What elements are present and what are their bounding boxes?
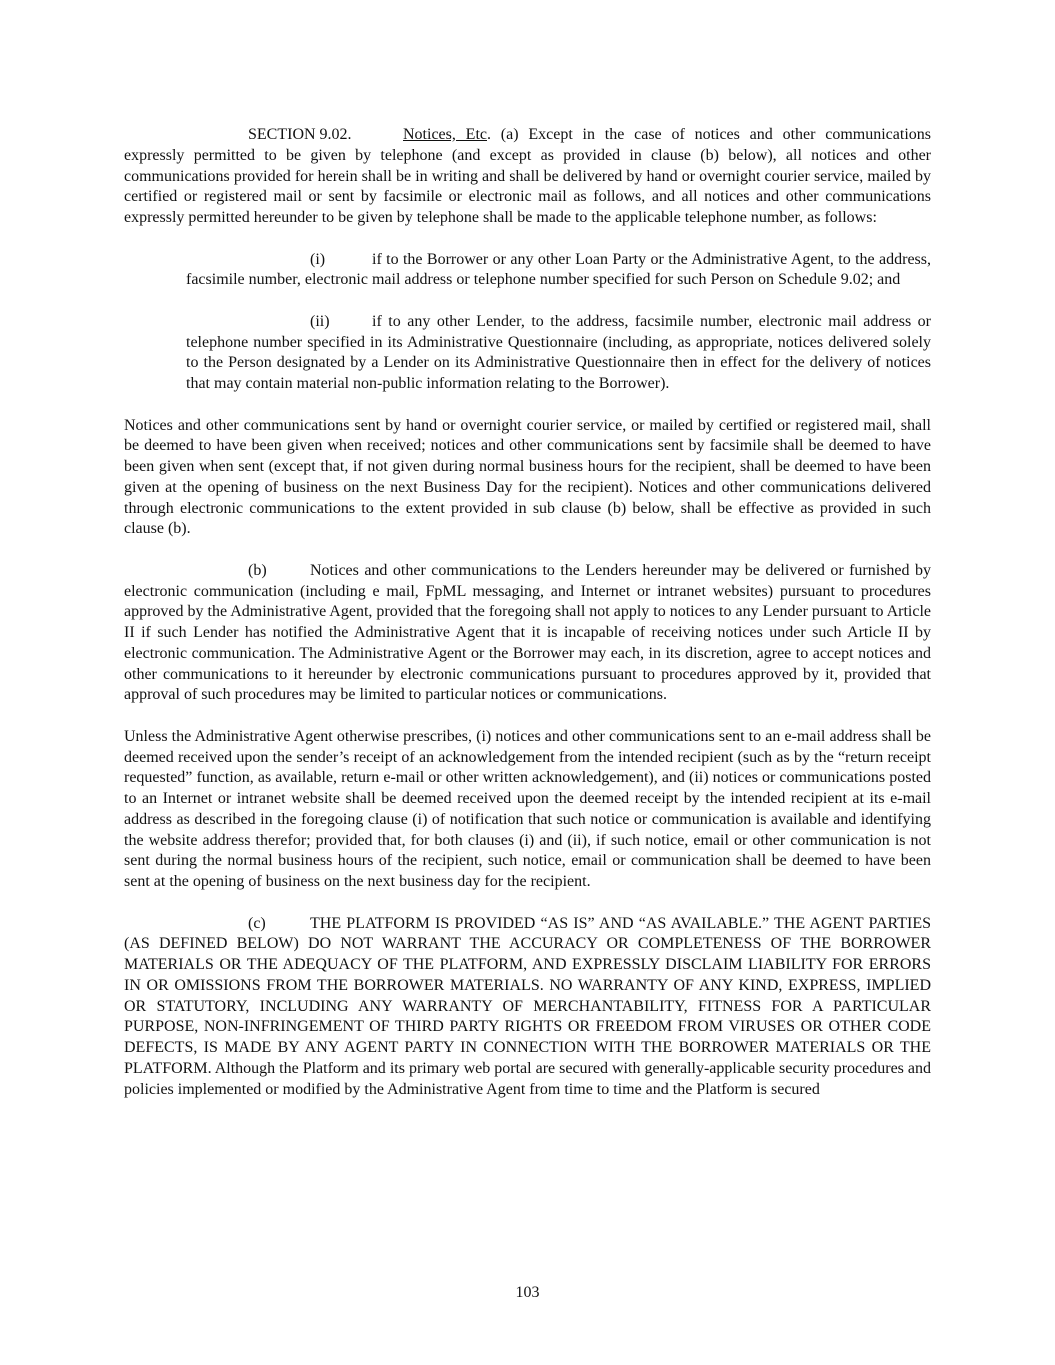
item-text: if to the Borrower or any other Loan Party or the Administrative Agent, to the address, facsimile number, electronic mail address or telephone number specified for such Person on Schedule 9.02; and [186, 250, 931, 289]
item-ii [186, 312, 931, 395]
section-paragraph [124, 125, 931, 229]
document-page [124, 125, 931, 1121]
clause-b-paragraph [124, 561, 931, 706]
clause-text: THE PLATFORM IS PROVIDED “AS IS” AND “AS AVAILABLE.” THE AGENT PARTIES (AS DEFINED BELOW) DO NOT WARRANT THE ACCURACY OR COMPLETENESS OF THE BORROWER MATERIALS OR THE ADEQUACY OF THE PLATFORM, AND EXPRESSLY DISCLAIM LIABILITY FOR ERRORS IN OR OMISSIONS FROM THE BORROWER MATERIALS. NO WARRANTY OF ANY KIND, EXPRESS, IMPLIED OR STATUTORY, INCLUDING ANY WARRANTY OF MERCHANTABILITY, FITNESS FOR A PARTICULAR PURPOSE, NON-INFRINGEMENT OF THIRD PARTY RIGHTS OR FREEDOM FROM VIRUSES OR OTHER CODE DEFECTS, IS MADE BY ANY AGENT PARTY IN CONNECTION WITH THE BORROWER MATERIALS OR THE PLATFORM. Although the Platform and its primary web portal are secured with generally-applicable security procedures and policies implemented or modified by the Administrative Agent from time to time and the Platform is secured [124, 914, 931, 1098]
item-text: if to any other Lender, to the address, facsimile number, electronic mail address or telephone number specified in its Administrative Questionnaire (including, as appropriate, notices delivered solely to the Person designated by a Lender on its Administrative Questionnaire then in effect for the delivery of notices that may contain material non-public information relating to the Borrower). [186, 312, 931, 392]
unless-paragraph: Unless the Administrative Agent otherwise prescribes, (i) notices and other communications sent to an e-mail address shall be deemed received upon the sender’s receipt of an acknowledgement from the intended recipient (such as by the “return receipt requested” function, as available, return e-mail or other written acknowledgement), and (ii) notices or communications posted to an Internet or intranet website shall be deemed received upon the deemed receipt by the intended recipient at its e-mail address as described in the foregoing clause (i) of notification that such notice or communication is available and identifying the website address therefor; provided that, for both clauses (i) and (ii), if such notice, email or other communication is not sent during the normal business hours of the recipient, such notice, email or communication shall be deemed to have been sent at the opening of business on the next business day for the recipient. [124, 727, 931, 890]
section-number: SECTION 9.02. [248, 126, 352, 143]
item-label: (ii) [310, 312, 330, 330]
page-number: 103 [515, 1284, 540, 1301]
notices-paragraph: Notices and other communications sent by hand or overnight courier service, or mailed by certified or registered mail, shall be deemed to have been given when received; notices and other communications sent by facsimile shall be deemed to have been given when sent (except that, if not given during normal business hours for the recipient, shall be deemed to have been given at the opening of business on the next Business Day for the recipient). Notices and other communications delivered through electronic communications to the extent provided in sub clause (b) below, shall be effective as provided in such clause (b). [124, 416, 931, 538]
clause-label: (b) [248, 561, 267, 579]
clause-label: (c) [248, 914, 266, 932]
item-label: (i) [310, 250, 326, 268]
item-i [186, 250, 931, 292]
section-heading: Notices, Etc [403, 126, 487, 143]
clause-c-paragraph [124, 914, 931, 1101]
section-text: . (a) Except in the case of notices and other communications expressly permitted to be given by telephone (and except as provided in clause (b) below), all notices and other communications provided for herein shall be in writing and shall be delivered by hand or overnight courier service, mailed by certified or registered mail or sent by facsimile or electronic mail as follows, and all notices and other communications expressly permitted hereunder to be given by telephone shall be made to the applicable telephone number, as follows: [124, 126, 931, 226]
clause-text: Notices and other communications to the Lenders hereunder may be delivered or furnished by electronic communication (including e mail, FpML messaging, and Internet or intranet websites) pursuant to procedures approved by the Administrative Agent, provided that the foregoing shall not apply to notices to any Lender pursuant to Article II if such Lender has notified the Administrative Agent that it is incapable of receiving notices under such Article II by electronic communication. The Administrative Agent or the Borrower may each, in its discretion, agree to accept notices and other communications to it hereunder by electronic communications pursuant to procedures approved by it, provided that approval of such procedures may be limited to particular notices or communications. [124, 561, 931, 704]
